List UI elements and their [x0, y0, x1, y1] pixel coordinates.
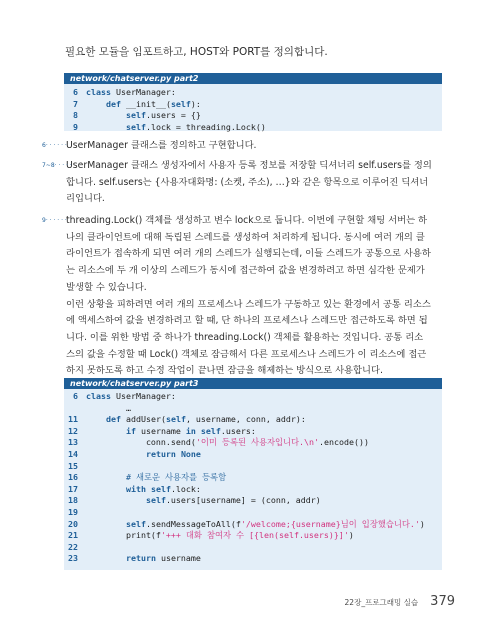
code-line: [64, 437, 442, 449]
line-number: 20: [68, 518, 78, 529]
line-number: 11: [68, 414, 78, 425]
code-text: self.users = {}: [125, 110, 201, 121]
page-footer: [345, 594, 455, 609]
code-text: def __init__(self):: [105, 98, 201, 109]
line-number: 16: [68, 472, 78, 483]
intro-text: 필요한 모듈을 임포트하고, HOST와 PORT를 정의합니다.: [65, 46, 328, 58]
code-line: [64, 449, 442, 461]
code-line: [64, 507, 442, 519]
line-number: 9: [73, 121, 78, 132]
code-line: [64, 542, 442, 554]
code-text: if username in self.users:: [125, 425, 256, 436]
line-number: 21: [68, 530, 78, 541]
line-number: 22: [68, 541, 78, 552]
annotation-marker: 6· · · · · ·: [42, 142, 67, 149]
line-number: 14: [68, 448, 78, 459]
annotation-line-9: [42, 213, 432, 380]
code-text: conn.send('이미 등록된 사용자입니다.\n'.encode()): [86, 437, 369, 448]
code-body: [64, 84, 442, 133]
annotation-text: UserManager 클래스를 정의하고 구현합니다.: [66, 140, 257, 151]
code-line: [64, 461, 442, 473]
chapter-label: 22장_프로그래밍 실습: [344, 598, 419, 607]
code-line: [64, 403, 442, 415]
annotation-text-continued: 이런 상황을 피하려면 여러 개의 프로세스나 스레드가 구동하고 있는 환경에서 공통 리소스에 액세스하여 값을 변경하려고 할 때, 단 하나의 프로세스나 스레드만 접근하도록 하면 됩니다. 이를 위한 방법 중 하나가 threading.Lock() 객체를 활용하는 것입니다. 공통 리소스의 값을 수정할 때 Lock() 객체로 잠금해서 다른 프로세스나 스레드가 이 리소스에 접근하지 못하도록 하고 수정 작업이 끝나면 잠금을 해제하는 방식으로 사용합니다.: [66, 298, 431, 377]
line-number: 12: [68, 425, 78, 436]
code-line: [64, 391, 442, 403]
annotation-text: UserManager 클래스 생성자에서 사용자 등록 정보를 저장할 딕셔너리 self.users를 정의합니다. self.users는 {사용자대화명: (소켓, 주소), …}와 같은 항목으로 이루어진 딕셔너리입니다.: [66, 160, 432, 205]
annotation-marker: 9· · · · · ·: [42, 217, 67, 224]
code-line: [64, 110, 442, 122]
line-number: 18: [68, 495, 78, 506]
line-number: 17: [68, 483, 78, 494]
code-text: print(f'+++ 대화 참여자 수 [{len(self.users)}]'): [86, 530, 354, 541]
code-line: [64, 122, 442, 134]
code-text: self.lock = threading.Lock(): [125, 121, 266, 132]
code-text: self.users[username] = (conn, addr): [145, 495, 321, 506]
line-number: [64, 403, 86, 415]
code-text: class UserManager:: [86, 87, 176, 97]
code-line: [64, 495, 442, 507]
code-line: [64, 99, 442, 111]
code-text: return None: [145, 448, 201, 459]
code-body: [64, 389, 442, 565]
code-line: [64, 553, 442, 565]
line-number: 15: [68, 460, 78, 471]
code-line: [64, 530, 442, 542]
code-line: [64, 472, 442, 484]
code-line: [64, 484, 442, 496]
line-number: 6: [73, 391, 78, 401]
line-number: 8: [73, 110, 78, 121]
line-number: 13: [68, 437, 78, 448]
code-text: # 새로운 사용자를 등록함: [86, 472, 227, 483]
code-line: [64, 87, 442, 99]
code-text: class UserManager:: [86, 391, 176, 401]
code-line: [64, 414, 442, 426]
line-number: 23: [68, 553, 78, 564]
code-line: [64, 519, 442, 531]
code-block-part2: [64, 73, 442, 131]
code-block-title: network/chatserver.py part3: [64, 378, 442, 389]
line-number: 19: [68, 506, 78, 517]
code-text: return username: [125, 553, 201, 564]
code-line: [64, 426, 442, 438]
line-number: 6: [73, 87, 78, 97]
code-text: self.sendMessageToAll(f'/welcome;{username}님이 입장했습니다.'): [125, 518, 425, 529]
code-text: with self.lock:: [125, 483, 201, 494]
annotation-line-7-8: [42, 158, 432, 208]
line-number: 7: [73, 98, 78, 109]
code-block-title: network/chatserver.py part2: [64, 73, 442, 84]
annotation-line-6: [42, 138, 432, 155]
annotation-text: threading.Lock() 객체를 생성하고 변수 lock으로 둡니다. 이번에 구현할 채팅 서버는 하나의 클라이언트에 대해 독립된 스레드를 생성하여 처리하게 됩니다. 동시에 여러 개의 클라이언트가 접속하게 되면 여러 개의 스레드가 실행되는데, 이들 스레드가 공통으로 사용하는 리소스에 두 개 이상의 스레드가 동시에 접근하여 값을 변경하려고 하면 심각한 문제가 발생할 수 있습니다.: [66, 215, 431, 293]
code-block-part3: [64, 378, 442, 570]
annotation-marker: 7~8· · · · ·: [42, 162, 72, 169]
page-number: 379: [430, 594, 455, 609]
code-text: …: [86, 402, 131, 413]
code-text: def addUser(self, username, conn, addr):: [105, 414, 306, 425]
